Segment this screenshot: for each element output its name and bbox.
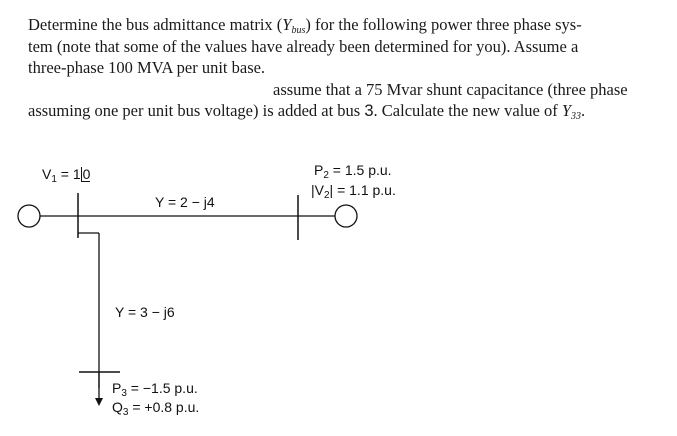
bus3-p-subscript: 3 [121, 388, 127, 399]
bus2-p-subscript: 2 [323, 170, 329, 181]
bus3-q-label [112, 399, 199, 418]
bus2-v-label [311, 182, 396, 201]
bus2-v-value: | = 1.1 p.u. [329, 182, 396, 198]
bus1-generator-icon [18, 205, 40, 227]
bus2-v-symbol: |V [311, 182, 324, 198]
bus3-p-value: = −1.5 p.u. [126, 380, 198, 396]
bus1-v-subscript: 1 [51, 174, 57, 185]
bus3-q-subscript: 3 [122, 407, 129, 418]
bus2-p-value: = 1.5 p.u. [328, 162, 392, 178]
line5-pre: assuming one per unit bus voltage) is added at bus [28, 101, 365, 120]
ybus-subscript: bus [291, 25, 306, 36]
line1-post: ) for the following power three phase sys- [305, 15, 582, 34]
bus1-v-angle: 0 [82, 166, 91, 182]
problem-line-2: tem (note that some of the values have already been determined for you). Assume a [28, 37, 579, 56]
line13-admittance-label: Y = 3 − j6 [115, 304, 175, 320]
bus2-p-label [314, 162, 392, 181]
bus3-p-symbol: P [112, 380, 122, 396]
bus3-q-value: = +0.8 p.u. [128, 399, 200, 415]
problem-line-3: three-phase 100 MVA per unit base. [28, 58, 266, 77]
bus3-q-symbol: Q [112, 399, 123, 415]
bus2-p-symbol: P [314, 162, 324, 178]
problem-line-4: assume that a 75 Mvar shunt capacitance (three phase [273, 80, 628, 99]
bus2-v-subscript: 2 [323, 190, 330, 201]
bus1-voltage-label [42, 166, 90, 185]
y33-symbol: Y [561, 101, 572, 120]
bus1-v-symbol: V [42, 166, 52, 182]
line1-pre: Determine the bus admittance matrix ( [28, 15, 283, 34]
y33-subscript: 33 [571, 111, 582, 122]
bus2-generator-icon [335, 205, 357, 227]
bus3-load-arrow-icon [95, 398, 103, 406]
ybus-symbol: Y [282, 15, 292, 34]
bus1-v-magnitude: = 1 [56, 166, 81, 182]
line12-admittance-label: Y = 2 − j4 [155, 194, 215, 210]
line5-end: . [581, 101, 586, 120]
line5-bus: 3 [364, 102, 374, 120]
bus3-p-label [112, 380, 198, 399]
line5-mid: . Calculate the new value of [373, 101, 562, 120]
